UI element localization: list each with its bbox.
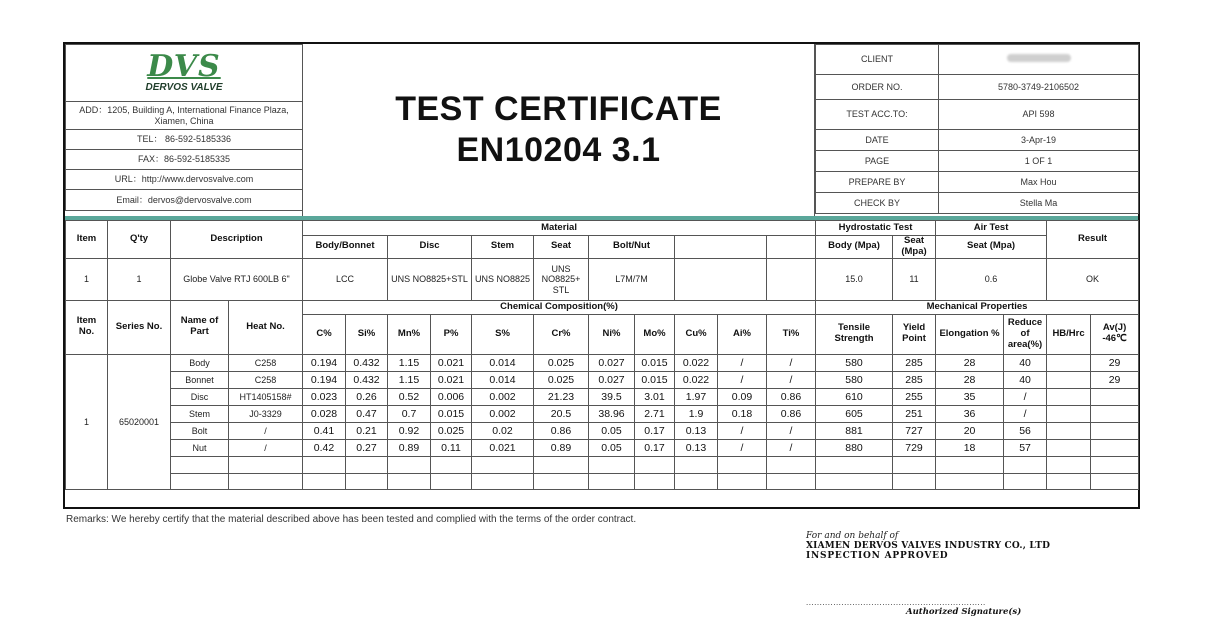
signature-line: ..................................................................	[806, 598, 986, 607]
signature-block	[806, 531, 1050, 561]
mn-value: 1.15	[388, 354, 431, 371]
elongation-value: 36	[936, 405, 1004, 422]
s-value: 0.014	[472, 354, 534, 371]
header-description: Description	[171, 221, 303, 259]
header-hydrostatic: Hydrostatic Test	[816, 221, 936, 236]
av-value	[1091, 388, 1139, 405]
cr-value: 0.86	[534, 422, 589, 439]
header-c: C%	[303, 314, 346, 354]
test-certificate	[63, 42, 1140, 509]
material-bolt: L7M/7M	[589, 258, 675, 300]
company-tel: TEL： 86-592-5185336	[66, 130, 303, 150]
cu-value: 0.022	[675, 354, 718, 371]
cu-value: 0.022	[675, 371, 718, 388]
cu-value: 1.9	[675, 405, 718, 422]
hydro-seat-value: 11	[893, 258, 936, 300]
cu-value: 1.97	[675, 388, 718, 405]
header-result: Result	[1047, 221, 1139, 259]
s-value: 0.021	[472, 439, 534, 456]
header-air-seat-mpa: Seat (Mpa)	[936, 236, 1047, 259]
empty-row	[66, 473, 1139, 489]
tensile-value: 610	[816, 388, 893, 405]
header-tensile: Tensile Strength	[816, 314, 893, 354]
yield-value: 285	[893, 371, 936, 388]
hb-value	[1047, 388, 1091, 405]
test-acc-value: API 598	[939, 100, 1139, 130]
ai-value: 0.09	[718, 388, 767, 405]
c-value: 0.194	[303, 371, 346, 388]
av-value	[1091, 422, 1139, 439]
title-block	[302, 44, 815, 216]
c-value: 0.028	[303, 405, 346, 422]
tensile-value: 580	[816, 354, 893, 371]
elongation-value: 35	[936, 388, 1004, 405]
material-stem: UNS NO8825	[472, 258, 534, 300]
heat-no: HT1405158#	[229, 388, 303, 405]
av-value: 29	[1091, 354, 1139, 371]
tensile-value: 605	[816, 405, 893, 422]
company-url: URL：http://www.dervosvalve.com	[66, 170, 303, 190]
mn-value: 0.52	[388, 388, 431, 405]
heat-no: C258	[229, 371, 303, 388]
si-value: 0.47	[346, 405, 388, 422]
table-row	[66, 371, 1139, 388]
ti-value: /	[767, 371, 816, 388]
c-value: 0.194	[303, 354, 346, 371]
company-logo	[66, 45, 303, 102]
certificate-standard: EN10204 3.1	[456, 131, 661, 169]
header-av: Av(J) -46℃	[1091, 314, 1139, 354]
ni-value: 0.05	[589, 422, 635, 439]
heat-no: /	[229, 422, 303, 439]
order-no-value: 5780-3749-2106502	[939, 75, 1139, 100]
header-seat: Seat	[534, 236, 589, 259]
header-empty-2	[767, 236, 816, 259]
signature-company: XIAMEN DERVOS VALVES INDUSTRY CO., LTD	[806, 541, 1051, 551]
material-qty: 1	[108, 258, 171, 300]
check-by-value: Stella Ma	[939, 193, 1139, 214]
authorized-signature-label: Authorized Signature(s)	[906, 607, 1022, 617]
chem-item-no: 1	[66, 354, 108, 489]
c-value: 0.023	[303, 388, 346, 405]
reduce-value: 57	[1004, 439, 1047, 456]
ti-value: /	[767, 439, 816, 456]
header-air-test: Air Test	[936, 221, 1047, 236]
ni-value: 0.05	[589, 439, 635, 456]
ai-value: /	[718, 439, 767, 456]
p-value: 0.006	[431, 388, 472, 405]
header-body-bonnet: Body/Bonnet	[303, 236, 388, 259]
yield-value: 251	[893, 405, 936, 422]
header-bolt-nut: Bolt/Nut	[589, 236, 675, 259]
p-value: 0.021	[431, 354, 472, 371]
ti-value: /	[767, 422, 816, 439]
mn-value: 1.15	[388, 371, 431, 388]
certificate-title: TEST CERTIFICATE	[395, 90, 722, 128]
header-mechanical: Mechanical Properties	[816, 300, 1139, 314]
header-ti: Ti%	[767, 314, 816, 354]
logo-mark: DVS	[147, 49, 221, 85]
page-label: PAGE	[816, 151, 939, 172]
header-material: Material	[303, 221, 816, 236]
material-empty-1	[675, 258, 767, 300]
p-value: 0.11	[431, 439, 472, 456]
reduce-value: 40	[1004, 354, 1047, 371]
ai-value: /	[718, 354, 767, 371]
si-value: 0.432	[346, 371, 388, 388]
header-body-mpa: Body (Mpa)	[816, 236, 893, 259]
part-name: Stem	[171, 405, 229, 422]
yield-value: 729	[893, 439, 936, 456]
p-value: 0.025	[431, 422, 472, 439]
ai-value: /	[718, 371, 767, 388]
header-yield: Yield Point	[893, 314, 936, 354]
header-name-of-part: Name of Part	[171, 300, 229, 354]
header-reduce: Reduce of area(%)	[1004, 314, 1047, 354]
mo-value: 0.17	[635, 422, 675, 439]
mo-value: 0.17	[635, 439, 675, 456]
material-row	[66, 258, 1139, 300]
table-row	[66, 422, 1139, 439]
prepare-by-label: PREPARE BY	[816, 172, 939, 193]
hb-value	[1047, 439, 1091, 456]
header-elongation: Elongation %	[936, 314, 1004, 354]
ti-value: 0.86	[767, 388, 816, 405]
header-chemical: Chemical Composition(%)	[303, 300, 816, 314]
company-address: ADD：1205, Building A, International Finance Plaza, Xiamen, China	[66, 102, 303, 130]
header-cr: Cr%	[534, 314, 589, 354]
ni-value: 39.5	[589, 388, 635, 405]
yield-value: 255	[893, 388, 936, 405]
yield-value: 285	[893, 354, 936, 371]
company-name: DERVOS VALVE	[145, 82, 223, 94]
si-value: 0.21	[346, 422, 388, 439]
hb-value	[1047, 422, 1091, 439]
cr-value: 0.89	[534, 439, 589, 456]
part-name: Nut	[171, 439, 229, 456]
heat-no: J0-3329	[229, 405, 303, 422]
mn-value: 0.92	[388, 422, 431, 439]
cu-value: 0.13	[675, 439, 718, 456]
av-value: 29	[1091, 371, 1139, 388]
av-value	[1091, 405, 1139, 422]
table-row	[66, 354, 1139, 371]
client-label: CLIENT	[816, 45, 939, 75]
hb-value	[1047, 371, 1091, 388]
ai-value: 0.18	[718, 405, 767, 422]
part-name: Disc	[171, 388, 229, 405]
table-row	[66, 388, 1139, 405]
mn-value: 0.7	[388, 405, 431, 422]
yield-value: 727	[893, 422, 936, 439]
hb-value	[1047, 354, 1091, 371]
order-no-label: ORDER NO.	[816, 75, 939, 100]
order-info	[815, 44, 1138, 216]
header-item-no: Item No.	[66, 300, 108, 354]
hydro-body-value: 15.0	[816, 258, 893, 300]
company-email: Email：dervos@dervosvalve.com	[66, 190, 303, 211]
si-value: 0.432	[346, 354, 388, 371]
heat-no: /	[229, 439, 303, 456]
header-mo: Mo%	[635, 314, 675, 354]
s-value: 0.02	[472, 422, 534, 439]
date-value: 3-Apr-19	[939, 130, 1139, 151]
mo-value: 0.015	[635, 371, 675, 388]
empty-row	[66, 456, 1139, 473]
cr-value: 0.025	[534, 371, 589, 388]
p-value: 0.015	[431, 405, 472, 422]
elongation-value: 20	[936, 422, 1004, 439]
header-ai: Ai%	[718, 314, 767, 354]
header-disc: Disc	[388, 236, 472, 259]
header-stem: Stem	[472, 236, 534, 259]
check-by-label: CHECK BY	[816, 193, 939, 214]
air-seat-value: 0.6	[936, 258, 1047, 300]
mo-value: 3.01	[635, 388, 675, 405]
header-qty: Q'ty	[108, 221, 171, 259]
material-empty-2	[767, 258, 816, 300]
p-value: 0.021	[431, 371, 472, 388]
table-row	[66, 405, 1139, 422]
header-empty-1	[675, 236, 767, 259]
si-value: 0.26	[346, 388, 388, 405]
test-acc-label: TEST ACC.TO:	[816, 100, 939, 130]
mo-value: 2.71	[635, 405, 675, 422]
prepare-by-value: Max Hou	[939, 172, 1139, 193]
page-value: 1 OF 1	[939, 151, 1139, 172]
si-value: 0.27	[346, 439, 388, 456]
material-body: LCC	[303, 258, 388, 300]
reduce-value: 40	[1004, 371, 1047, 388]
cr-value: 20.5	[534, 405, 589, 422]
material-description: Globe Valve RTJ 600LB 6"	[171, 258, 303, 300]
header-mn: Mn%	[388, 314, 431, 354]
results-table	[65, 220, 1139, 490]
tensile-value: 580	[816, 371, 893, 388]
behalf-text: For and on behalf of	[806, 531, 899, 541]
ai-value: /	[718, 422, 767, 439]
material-item: 1	[66, 258, 108, 300]
part-name: Body	[171, 354, 229, 371]
reduce-value: /	[1004, 405, 1047, 422]
elongation-value: 18	[936, 439, 1004, 456]
c-value: 0.42	[303, 439, 346, 456]
material-seat: UNS NO8825+ STL	[534, 258, 589, 300]
client-value	[939, 45, 1139, 75]
header-cu: Cu%	[675, 314, 718, 354]
part-name: Bolt	[171, 422, 229, 439]
elongation-value: 28	[936, 371, 1004, 388]
cr-value: 0.025	[534, 354, 589, 371]
ti-value: /	[767, 354, 816, 371]
header-p: P%	[431, 314, 472, 354]
header-series-no: Series No.	[108, 300, 171, 354]
certificate-header	[65, 44, 1138, 216]
ti-value: 0.86	[767, 405, 816, 422]
ni-value: 0.027	[589, 371, 635, 388]
header-s: S%	[472, 314, 534, 354]
header-hb: HB/Hrc	[1047, 314, 1091, 354]
reduce-value: 56	[1004, 422, 1047, 439]
redacted-client	[1007, 54, 1071, 62]
cr-value: 21.23	[534, 388, 589, 405]
remarks-text: Remarks: We hereby certify that the material described above has been tested and complied with the terms of the order contract.	[66, 514, 637, 525]
table-row	[66, 439, 1139, 456]
s-value: 0.002	[472, 405, 534, 422]
part-name: Bonnet	[171, 371, 229, 388]
date-label: DATE	[816, 130, 939, 151]
header-ni: Ni%	[589, 314, 635, 354]
header-item: Item	[66, 221, 108, 259]
result-value: OK	[1047, 258, 1139, 300]
material-disc: UNS NO8825+STL	[388, 258, 472, 300]
hb-value	[1047, 405, 1091, 422]
tensile-value: 880	[816, 439, 893, 456]
company-info	[65, 44, 302, 216]
inspection-approved: INSPECTION APPROVED	[806, 551, 949, 561]
s-value: 0.014	[472, 371, 534, 388]
mo-value: 0.015	[635, 354, 675, 371]
header-heat-no: Heat No.	[229, 300, 303, 354]
c-value: 0.41	[303, 422, 346, 439]
chem-series-no: 65020001	[108, 354, 171, 489]
reduce-value: /	[1004, 388, 1047, 405]
mn-value: 0.89	[388, 439, 431, 456]
header-si: Si%	[346, 314, 388, 354]
elongation-value: 28	[936, 354, 1004, 371]
ni-value: 38.96	[589, 405, 635, 422]
tensile-value: 881	[816, 422, 893, 439]
header-seat-mpa: Seat (Mpa)	[893, 236, 936, 259]
ni-value: 0.027	[589, 354, 635, 371]
cu-value: 0.13	[675, 422, 718, 439]
heat-no: C258	[229, 354, 303, 371]
av-value	[1091, 439, 1139, 456]
company-fax: FAX：86-592-5185335	[66, 150, 303, 170]
s-value: 0.002	[472, 388, 534, 405]
